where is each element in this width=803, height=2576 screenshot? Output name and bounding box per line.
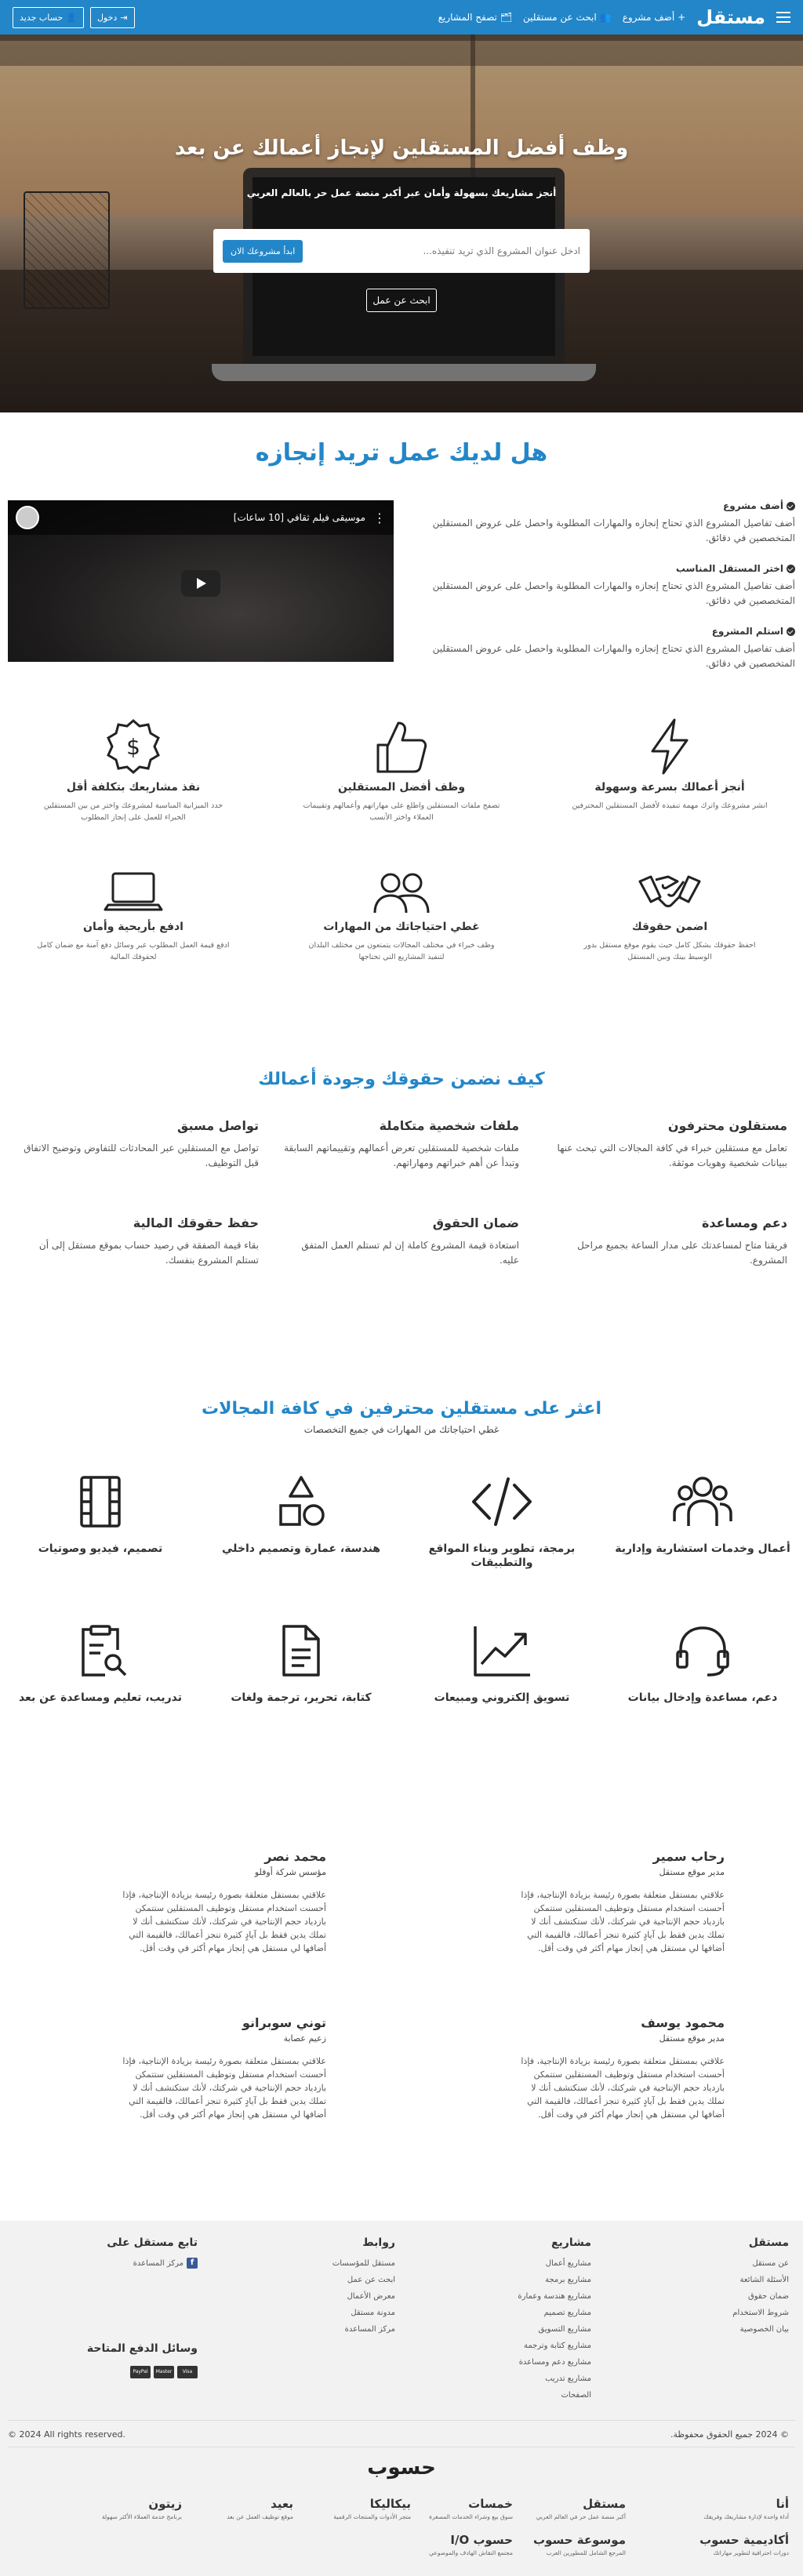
footer-link[interactable]: مشاريع دعم ومساعدة <box>518 2358 591 2367</box>
login-button[interactable] <box>90 7 135 28</box>
testimonial-role: مدير موقع مستقل <box>659 2033 725 2044</box>
footer-link[interactable]: مركز المساعدة <box>344 2325 395 2334</box>
hsoub-product-desc: سوق بيع وشراء الخدمات المصغرة <box>429 2513 513 2520</box>
hsoub-product-desc: المرجع الشامل للمطورين العرب <box>546 2549 626 2556</box>
category-label: دعم، مساعدة وإدخال بيانات <box>627 1691 778 1704</box>
footer-link[interactable]: بيان الخصوصية <box>739 2325 789 2334</box>
step-title: أضف مشروع <box>723 500 783 511</box>
lightning-icon <box>646 718 693 775</box>
rights-item-title: مستقلون محترفون <box>667 1118 787 1133</box>
feature-desc: انشر مشروعك واترك مهمة تنفيذه لأفضل المستقلين المحترفين <box>572 801 768 810</box>
category-item[interactable] <box>609 1623 797 1705</box>
film-icon <box>69 1474 132 1529</box>
hsoub-product-name: زيتون <box>148 2497 182 2511</box>
nav-right-group <box>438 6 790 28</box>
more-options-icon[interactable]: ⋮ <box>373 510 386 525</box>
footer-col-links <box>270 2236 395 2338</box>
rights-item-title: تواصل مسبق <box>177 1118 259 1133</box>
rights-item-desc: فريقنا متاح لمساعدتك على مدار الساعة بجميع مراحل المشروع. <box>577 1240 787 1266</box>
testimonial-role: مؤسس شركة أوفلو <box>254 1867 326 1877</box>
footer-col-title: مستقل <box>748 2236 789 2249</box>
hsoub-product[interactable] <box>532 2497 626 2520</box>
footer-col-title: روابط <box>362 2236 395 2249</box>
testimonial-role: مدير موقع مستقل <box>659 1867 725 1877</box>
hsoub-product[interactable] <box>88 2497 182 2520</box>
feature-title: نفذ مشاريعك بتكلفة أقل <box>66 781 201 794</box>
testimonial-name: محمد نصر <box>264 1849 326 1864</box>
testimonial-card <box>513 1849 725 1955</box>
copyright-ar: © 2024 جميع الحقوق محفوظة. <box>670 2429 789 2440</box>
hsoub-product[interactable] <box>419 2533 513 2556</box>
testimonial-quote: علاقتي بمستقل متعلقة بصورة رئيسة بزيادة الإنتاجية، فإذا أحسنت استخدام مستقل وتوظيف المستقلين ستتمكن بازدياد حجم الإنتاجية في شركتك، لأنك ستكتشف أنك لا تملك يدين فقط بل آيادٍ كثيرة تنجز أعمالك، فالقيمة التي أضافها لي مستقل هي إنجاز مهام أكثر في وقت أقل. <box>521 1890 725 1953</box>
category-label: أعمال وخدمات استشارية وإدارية <box>615 1542 790 1555</box>
rights-item <box>552 1118 787 1171</box>
rights-item <box>24 1215 259 1268</box>
footer-link[interactable]: ابحث عن عمل <box>347 2276 395 2284</box>
rights-section-title: كيف نضمن حقوقك وجودة أعمالك <box>258 1070 545 1089</box>
testimonial-quote: علاقتي بمستقل متعلقة بصورة رئيسة بزيادة الإنتاجية، فإذا أحسنت استخدام مستقل وتوظيف المستقلين ستتمكن بازدياد حجم الإنتاجية في شركتك، لأنك ستكتشف أنك لا تملك يدين فقط بل آيادٍ كثيرة تنجز أعمالك، فالقيمة التي أضافها لي مستقل هي إنجاز مهام أكثر في وقت أقل. <box>122 2056 326 2120</box>
feature-desc: وظف خبراء في مختلف المجالات يتمتعون من مختلف البلدان لتنفيذ المشاريع التي تحتاجها <box>308 941 495 961</box>
hsoub-product-name: خمسات <box>468 2497 513 2511</box>
nav-left-group <box>13 7 135 28</box>
how-section-title: هل لديك عمل تريد إنجازه <box>255 439 548 467</box>
clipboard-search-icon <box>69 1623 132 1678</box>
hero-title: وظف أفضل المستقلين لإنجاز أعمالك عن بعد <box>174 136 629 160</box>
step-item <box>419 500 795 546</box>
code-icon <box>471 1474 533 1529</box>
hsoub-product-name: حسوب I/O <box>450 2533 513 2547</box>
category-item[interactable] <box>207 1474 395 1556</box>
testimonial-role: زعيم عصابة <box>283 2033 326 2044</box>
categories-title: اعثر على مستقلين محترفين في كافة المجالات <box>202 1399 601 1419</box>
rights-item-title: ضمان الحقوق <box>432 1215 519 1230</box>
step-title: استلم المشروع <box>711 626 783 637</box>
hsoub-product[interactable] <box>532 2533 626 2556</box>
dollar-badge-icon <box>105 718 162 775</box>
hsoub-product-name: بعيد <box>271 2497 293 2511</box>
category-label: تسويق إلكتروني ومبيعات <box>434 1691 570 1704</box>
testimonial-card <box>114 1849 326 1955</box>
chart-growth-icon <box>471 1623 533 1678</box>
feature-title: ادفع بأريحية وأمان <box>83 921 183 933</box>
footer-link[interactable]: مشاريع التسويق <box>538 2325 591 2334</box>
hsoub-product-desc: دورات احترافية لتطوير مهاراتك <box>713 2549 789 2556</box>
nav-browse-projects-label: تصفح المشاريع <box>438 12 497 23</box>
nav-find-freelancers[interactable] <box>523 12 612 23</box>
footer-col-title: مشاريع <box>550 2236 591 2249</box>
footer-link[interactable]: مشاريع أعمال <box>545 2259 591 2268</box>
menu-icon[interactable] <box>776 12 790 23</box>
rights-item-title: ملفات شخصية متكاملة <box>379 1118 519 1133</box>
hsoub-product-name: أنا <box>776 2497 789 2511</box>
new-account-button[interactable] <box>13 7 84 28</box>
category-label: هندسة، عمارة وتصميم داخلي <box>221 1542 381 1555</box>
category-item[interactable] <box>6 1623 194 1705</box>
step-desc: أضف تفاصيل المشروع الذي تحتاج إنجازه والمهارات المطلوبة واحصل على عروض المستقلين المتخصصين في دقائق. <box>432 518 795 543</box>
feature-item <box>284 870 519 963</box>
feature-item <box>16 718 251 823</box>
nav-add-project-label: أضف مشروع <box>622 12 675 23</box>
rights-item-desc: بقاء قيمة الصفقة في رصيد حساب بموقع مستقل إلى أن تستلم المشروع بنفسك. <box>38 1240 259 1266</box>
footer-link[interactable]: مشاريع هندسة وعمارة <box>518 2292 591 2301</box>
rights-item-desc: ملفات شخصية للمستقلين تعرض أعمالهم وتقييماتهم السابقة وتبدأ عن أهم خبراتهم ومهاراتهم. <box>284 1143 519 1168</box>
hsoub-product-desc: موقع توظيف العمل عن بعد <box>227 2513 293 2520</box>
category-label: تدريب، تعليم ومساعدة عن بعد <box>18 1691 183 1704</box>
footer-link[interactable]: الصفحات <box>561 2391 591 2400</box>
team-icon <box>671 1474 734 1529</box>
step-item <box>419 563 795 609</box>
find-work-button[interactable]: ابحث عن عمل <box>366 289 437 312</box>
step-title: اختر المستقل المناسب <box>675 563 783 574</box>
facebook-link-label: مركز المساعدة <box>133 2259 183 2268</box>
hsoub-product-desc: أداة واحدة لإدارة مشاريعك وفريقك <box>703 2513 789 2520</box>
document-icon <box>270 1623 332 1678</box>
hsoub-product[interactable] <box>317 2497 411 2520</box>
feature-item <box>16 870 251 963</box>
category-label: برمجة، تطوير وبناء المواقع والتطبيقات <box>428 1542 576 1569</box>
hsoub-product-name: موسوعة حسوب <box>533 2533 626 2547</box>
feature-item <box>552 718 787 812</box>
copyright-en: © 2024 All rights reserved. <box>8 2429 126 2440</box>
footer-link[interactable]: مشاريع تصميم <box>543 2309 591 2317</box>
category-item[interactable] <box>609 1474 797 1556</box>
hero-subtitle: أنجز مشاريعك بسهولة وأمان عبر أكبر منصة عمل حر بالعالم العربي <box>246 187 557 198</box>
channel-avatar[interactable] <box>16 506 39 529</box>
category-item[interactable] <box>207 1623 395 1705</box>
feature-title: وظف أفضل المستقلين <box>337 781 466 794</box>
start-project-button[interactable]: ابدأ مشروعك الان <box>223 240 303 263</box>
footer-col-title: تابع مستقل على <box>107 2236 198 2249</box>
footer-link[interactable]: مدونة مستقل <box>351 2309 395 2317</box>
hsoub-product-desc: برنامج خدمة العملاء الأكثر سهولة <box>101 2513 182 2520</box>
step-desc: أضف تفاصيل المشروع الذي تحتاج إنجازه والمهارات المطلوبة واحصل على عروض المستقلين المتخصصين في دقائق. <box>432 580 795 606</box>
payments-title: وسائل الدفع المتاحة <box>86 2342 198 2355</box>
users-icon: 👥 <box>599 12 612 23</box>
nav-add-project[interactable] <box>623 12 686 23</box>
mastercard-icon: Master <box>154 2366 174 2378</box>
category-item[interactable] <box>6 1474 194 1556</box>
step-desc: أضف تفاصيل المشروع الذي تحتاج إنجازه والمهارات المطلوبة واحصل على عروض المستقلين المتخصصين في دقائق. <box>432 643 795 669</box>
video-title-bar <box>8 500 394 535</box>
rights-item <box>284 1215 519 1268</box>
footer-link[interactable]: مشاريع برمجة <box>545 2276 591 2284</box>
hero-section <box>0 35 803 412</box>
hero-search-box <box>213 229 590 273</box>
facebook-link[interactable] <box>41 2255 198 2272</box>
hsoub-product-name: بيكاليكا <box>369 2497 411 2511</box>
footer-link[interactable]: مشاريع كتابة وترجمة <box>523 2342 591 2350</box>
svg-text:$: $ <box>126 734 140 760</box>
hsoub-product[interactable] <box>199 2497 293 2520</box>
footer-col-follow <box>41 2236 198 2378</box>
category-item[interactable] <box>408 1623 596 1705</box>
video-player[interactable] <box>8 500 394 662</box>
hsoub-product[interactable] <box>419 2497 513 2520</box>
rights-item-desc: تواصل مع المستقلين عبر المحادثات للتفاوض وتوضيح الاتفاق قبل التوظيف. <box>24 1143 259 1168</box>
rights-item <box>552 1215 787 1268</box>
categories-subtitle: غطي احتياجاتك من المهارات في جميع التخصصات <box>303 1424 500 1435</box>
paypal-icon: PayPal <box>130 2366 151 2378</box>
rights-item-desc: استعادة قيمة المشروع كاملة إن لم تستلم العمل المتفق عليه. <box>301 1240 519 1266</box>
briefcase-icon: 🗂 <box>500 12 513 23</box>
footer-divider <box>8 2420 795 2421</box>
check-circle-icon <box>787 565 795 573</box>
project-title-input[interactable] <box>311 245 580 256</box>
testimonial-card <box>114 2015 326 2121</box>
hsoub-product[interactable] <box>695 2533 789 2556</box>
feature-desc: حدد الميزانية المناسبة لمشروعك واختر من بين المستقلين الخبراء للعمل على إنجاز المطلوب <box>43 801 223 822</box>
testimonial-quote: علاقتي بمستقل متعلقة بصورة رئيسة بزيادة الإنتاجية، فإذا أحسنت استخدام مستقل وتوظيف المستقلين ستتمكن بازدياد حجم الإنتاجية في شركتك، لأنك ستكتشف أنك لا تملك يدين فقط بل آيادٍ كثيرة تنجز أعمالك، فالقيمة التي أضافها لي مستقل هي إنجاز مهام أكثر في وقت أقل. <box>521 2056 725 2120</box>
feature-title: اضمن حقوقك <box>631 921 708 933</box>
login-icon: ⇥ <box>120 12 128 23</box>
play-button-icon[interactable] <box>181 570 220 597</box>
footer-link[interactable]: معرض الأعمال <box>347 2292 395 2301</box>
video-title[interactable]: موسيقى فيلم ثقافي [10 ساعات] <box>233 512 365 523</box>
hero-overlay <box>0 35 803 412</box>
category-item[interactable] <box>408 1474 596 1570</box>
rights-item <box>284 1118 519 1171</box>
thumbs-up-icon <box>375 718 428 775</box>
add-user-icon: 👤 <box>66 12 77 23</box>
laptop-icon <box>104 870 163 914</box>
feature-item <box>284 718 519 823</box>
nav-browse-projects[interactable] <box>438 12 512 23</box>
feature-item <box>552 870 787 963</box>
feature-title: أنجز أعمالك بسرعة وسهولة <box>594 781 745 794</box>
new-account-label: حساب جديد <box>20 12 64 23</box>
headset-icon <box>671 1623 734 1678</box>
users-icon <box>372 870 431 914</box>
hsoub-product-desc: أكبر منصة عمل حر في العالم العربي <box>536 2513 626 2520</box>
facebook-icon: f <box>187 2258 198 2269</box>
footer-col-mostaql <box>663 2236 789 2338</box>
hsoub-product-desc: متجر الأدوات والمنتجات الرقمية <box>333 2513 411 2520</box>
check-circle-icon <box>787 627 795 636</box>
footer-link[interactable]: ضمان حقوق <box>747 2292 789 2301</box>
visa-icon: Visa <box>177 2366 198 2378</box>
footer-link[interactable]: مستقل للمؤسسات <box>332 2259 395 2268</box>
testimonial-quote: علاقتي بمستقل متعلقة بصورة رئيسة بزيادة الإنتاجية، فإذا أحسنت استخدام مستقل وتوظيف المستقلين ستتمكن بازدياد حجم الإنتاجية في شركتك، لأنك ستكتشف أنك لا تملك يدين فقط بل آيادٍ كثيرة تنجز أعمالك، فالقيمة التي أضافها لي مستقل هي إنجاز مهام أكثر في وقت أقل. <box>122 1890 326 1953</box>
category-label: كتابة، تحرير، ترجمة ولغات <box>231 1691 372 1704</box>
hsoub-product-name: أكاديمية حسوب <box>699 2533 789 2547</box>
testimonial-name: رحاب سمير <box>652 1849 725 1864</box>
shapes-icon <box>270 1474 332 1529</box>
footer-link[interactable]: شروط الاستخدام <box>732 2309 789 2317</box>
feature-desc: احفظ حقوقك بشكل كامل حيث يقوم موقع مستقل بدور الوسيط بينك وبين المستقل <box>583 941 756 961</box>
login-label: دخول <box>96 12 118 23</box>
category-label: تصميم، فيديو وصوتيات <box>38 1542 163 1555</box>
footer-col-projects <box>466 2236 591 2403</box>
footer-link[interactable]: مشاريع تدريب <box>545 2374 591 2383</box>
rights-item-title: حفظ حقوقك المالية <box>133 1215 259 1230</box>
nav-find-freelancers-label: ابحث عن مستقلين <box>523 12 597 23</box>
footer-link[interactable]: عن مستقل <box>752 2259 789 2268</box>
rights-item-desc: تعامل مع مستقلين خبراء في كافة المجالات التي تبحث عنها ببيانات شخصية وهويات موثقة. <box>557 1143 787 1168</box>
footer-link[interactable]: الأسئلة الشائعة <box>739 2276 789 2284</box>
feature-desc: تصفح ملفات المستقلين واطلع على مهاراتهم وأعمالهم وتقييمات العملاء واختر الأنسب <box>303 801 500 822</box>
hsoub-product-name: مستقل <box>583 2497 626 2511</box>
step-item <box>419 626 795 671</box>
hsoub-product[interactable] <box>695 2497 789 2520</box>
testimonial-name: محمود يوسف <box>641 2015 725 2030</box>
rights-item <box>24 1118 259 1171</box>
check-circle-icon <box>787 502 795 510</box>
payment-methods <box>41 2361 198 2378</box>
hsoub-logo[interactable]: حسوب <box>367 2456 436 2480</box>
testimonial-name: توني سوبرانو <box>242 2015 326 2030</box>
top-navbar <box>0 0 803 35</box>
testimonial-card <box>513 2015 725 2121</box>
plus-icon: + <box>678 12 686 23</box>
feature-title: غطي احتياجاتك من المهارات <box>323 921 480 933</box>
feature-desc: ادفع قيمة العمل المطلوب عبر وسائل دفع آمنة مع ضمان كامل لحقوقك المالية <box>37 941 230 961</box>
rights-item-title: دعم ومساعدة <box>701 1215 787 1230</box>
hsoub-product-desc: مجتمع النقاش الهادف والموضوعي <box>429 2549 513 2556</box>
site-logo[interactable]: مستقل <box>696 6 765 28</box>
handshake-icon <box>638 870 701 914</box>
